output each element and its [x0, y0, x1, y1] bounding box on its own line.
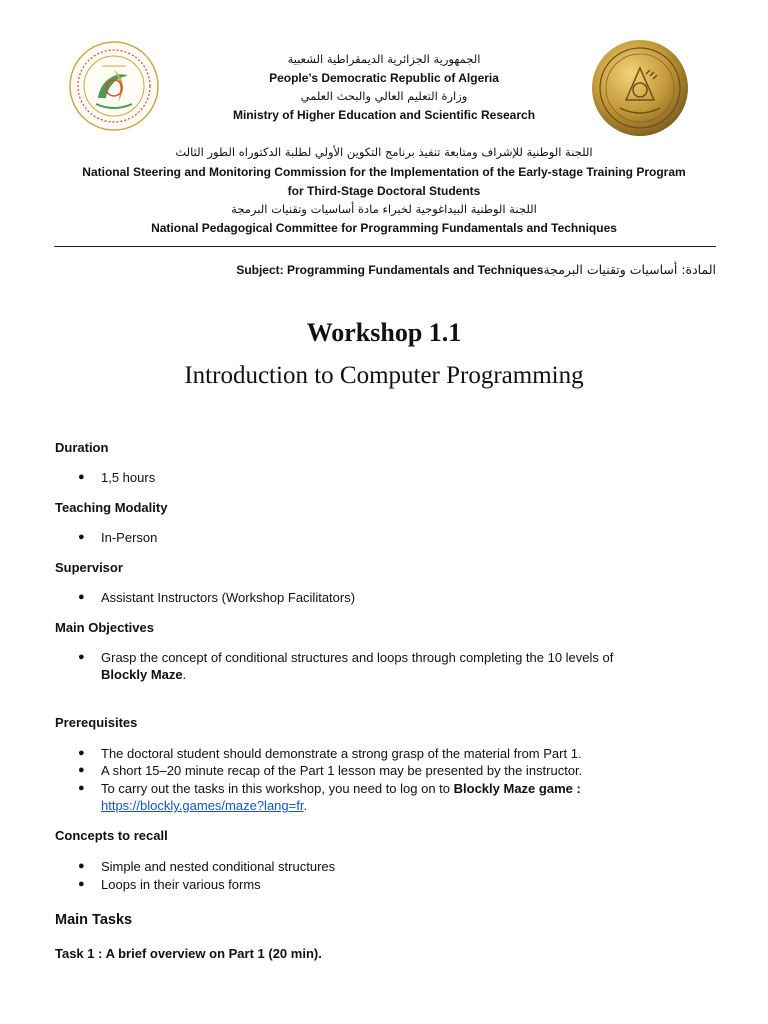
- header-en-commission-2: for Third-Stage Doctoral Students: [287, 184, 481, 198]
- section-heading-modality: Teaching Modality: [55, 500, 168, 515]
- prerequisite-1: The doctoral student should demonstrate a strong grasp of the material from Part 1.: [101, 746, 582, 761]
- section-heading-objectives: Main Objectives: [55, 620, 154, 635]
- header-ar-committee: اللجنة الوطنية البيداغوجية لخبراء مادة أساسيات وتقنيات البرمجة: [231, 202, 537, 216]
- list-item: [78, 780, 688, 814]
- header-ar-ministry: وزارة التعليم العالي والبحث العلمي: [300, 89, 468, 103]
- prerequisite-3-end: .: [303, 798, 308, 813]
- list-item: [78, 745, 688, 762]
- list-item: [78, 589, 688, 606]
- concept-1: Simple and nested conditional structures: [101, 859, 336, 874]
- prerequisite-3-colon: :: [572, 781, 581, 796]
- concept-2: Loops in their various forms: [101, 877, 261, 892]
- list-item: [78, 876, 688, 893]
- list-item: [78, 529, 688, 546]
- objective-end: .: [182, 667, 187, 682]
- task-1: Task 1 : A brief overview on Part 1 (20 min).: [55, 946, 322, 961]
- section-heading-supervisor: Supervisor: [55, 560, 123, 575]
- prerequisite-2: A short 15–20 minute recap of the Part 1 lesson may be presented by the instructor.: [101, 763, 583, 778]
- header-divider: [54, 246, 716, 247]
- header-ar-republic: الجمهورية الجزائرية الديمقراطية الشعبية: [287, 52, 481, 66]
- subject-ar: المادة: أساسيات وتقنيات البرمجة: [543, 262, 716, 277]
- bullet-icon: ●: [78, 591, 85, 603]
- list-item: [78, 469, 688, 486]
- bullet-icon: ●: [78, 782, 85, 794]
- header-en-committee: National Pedagogical Committee for Programming Fundamentals and Techniques: [151, 221, 617, 235]
- bullet-icon: ●: [78, 651, 85, 663]
- subject-line: [54, 262, 716, 277]
- bullet-icon: ●: [78, 878, 85, 890]
- list-item: [78, 649, 688, 683]
- bullet-icon: ●: [78, 747, 85, 759]
- subject-en: Subject: Programming Fundamentals and Techniques: [236, 263, 544, 277]
- header-en-ministry: Ministry of Higher Education and Scientific Research: [232, 108, 536, 122]
- section-heading-tasks: Main Tasks: [55, 912, 133, 928]
- header-en-republic: People’s Democratic Republic of Algeria: [269, 71, 499, 85]
- prerequisite-3-bold: Blockly Maze game: [453, 781, 573, 796]
- prerequisite-3-text: To carry out the tasks in this workshop, you need to log on to: [101, 781, 454, 796]
- bullet-icon: ●: [78, 764, 85, 776]
- section-heading-duration: Duration: [55, 440, 109, 455]
- list-item: [78, 858, 688, 875]
- header-en-commission-1: National Steering and Monitoring Commission for the Implementation of the Early-stage Training Program: [82, 165, 686, 179]
- list-item: [78, 762, 688, 779]
- page-subtitle: Introduction to Computer Programming: [184, 362, 584, 389]
- bullet-icon: ●: [78, 531, 85, 543]
- header-ar-commission: اللجنة الوطنية للإشراف ومتابعة تنفيذ برنامج التكوين الأولي لطلبة الدكتوراه الطور الثالث: [175, 145, 593, 159]
- supervisor-value: Assistant Instructors (Workshop Facilitators): [101, 590, 356, 605]
- section-heading-prerequisites: Prerequisites: [55, 715, 138, 730]
- page-title: Workshop 1.1: [306, 318, 462, 347]
- objective-text: Grasp the concept of conditional structures and loops through completing the 10 levels of: [101, 650, 614, 665]
- bullet-icon: ●: [78, 860, 85, 872]
- section-heading-concepts: Concepts to recall: [55, 828, 168, 843]
- blockly-maze-link[interactable]: https://blockly.games/maze?lang=fr: [101, 798, 304, 813]
- duration-value: 1,5 hours: [101, 470, 156, 485]
- bullet-icon: ●: [78, 471, 85, 483]
- modality-value: In-Person: [101, 530, 158, 545]
- objective-bold: Blockly Maze: [101, 667, 183, 682]
